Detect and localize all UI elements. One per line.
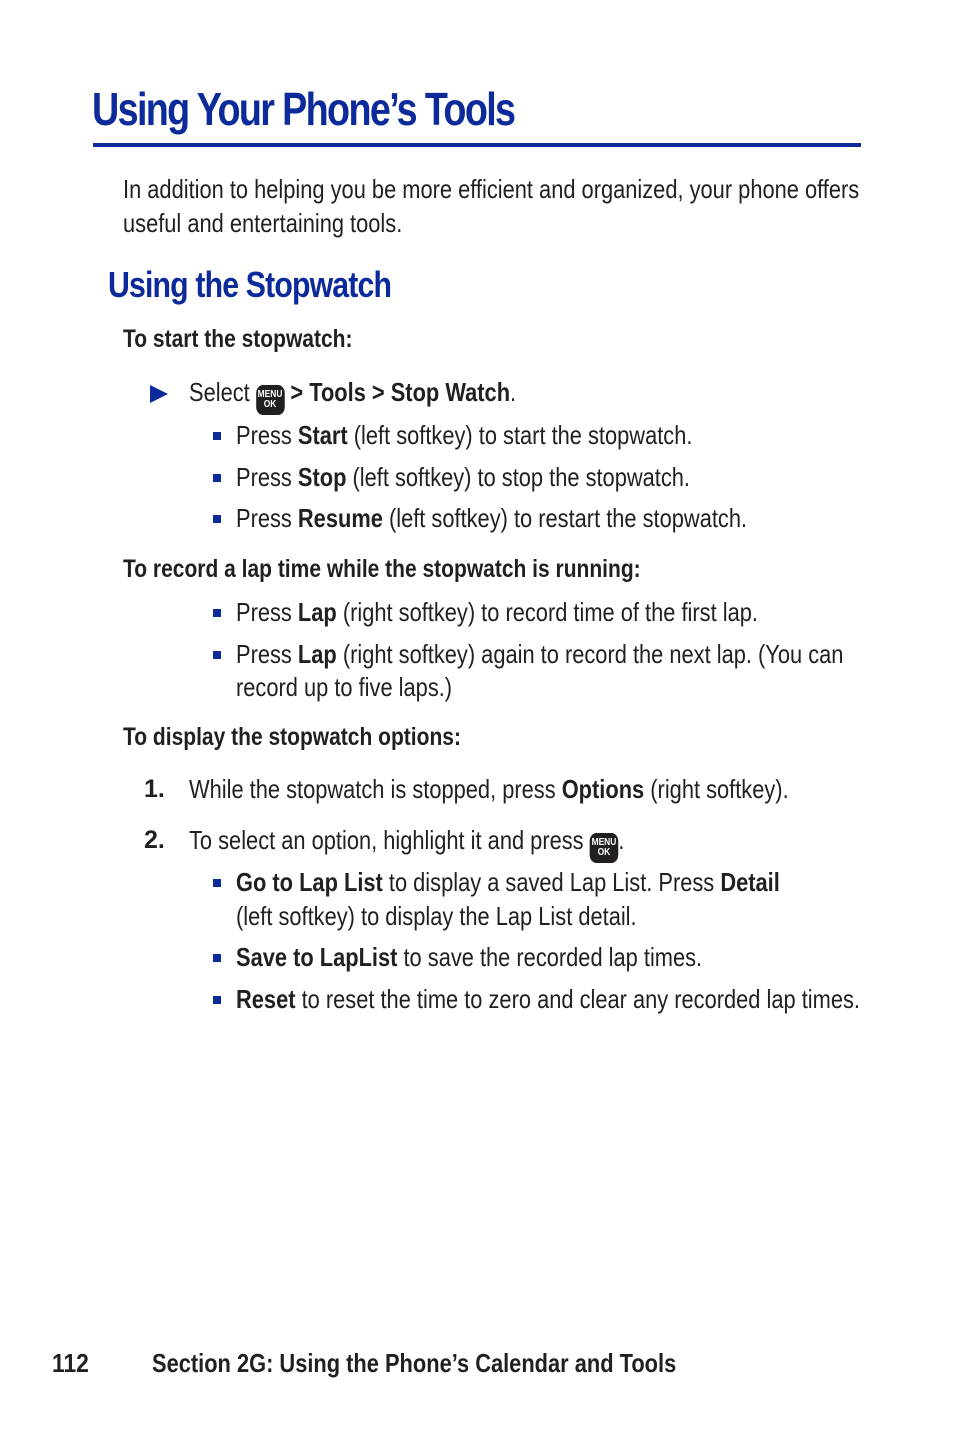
square-bullet-icon: [213, 609, 221, 617]
square-bullet-icon: [213, 515, 221, 523]
page-number: 112: [52, 1348, 89, 1378]
bullet-lap-next: Press Lap (right softkey) again to record the next lap. (You can: [236, 639, 844, 669]
intro-line-1: In addition to helping you be more efficient and organized, your phone offers: [123, 174, 860, 204]
subhead-lap: To record a lap time while the stopwatch is running:: [123, 555, 641, 583]
step-1: While the stopwatch is stopped, press Options (right softkey).: [189, 774, 789, 804]
section-heading: Using the Stopwatch: [108, 264, 392, 305]
menu-ok-key-icon: MENU OK: [590, 833, 619, 863]
menu-ok-key-icon: MENU OK: [256, 385, 285, 415]
bullet-reset: Reset to reset the time to zero and clear any recorded lap times.: [236, 984, 860, 1014]
square-bullet-icon: [213, 432, 221, 440]
bullet-resume: Press Resume (left softkey) to restart the stopwatch.: [236, 503, 748, 533]
select-instruction: [189, 377, 516, 415]
path-end: .: [510, 377, 517, 407]
square-bullet-icon: [213, 879, 221, 887]
select-word: Select: [189, 377, 250, 407]
arrow-bullet-icon: [150, 385, 168, 403]
step-2: To select an option, highlight it and press MENU OK .: [189, 825, 624, 863]
square-bullet-icon: [213, 954, 221, 962]
footer-section-title: Section 2G: Using the Phone’s Calendar and Tools: [152, 1348, 677, 1378]
square-bullet-icon: [213, 651, 221, 659]
bullet-stop: Press Stop (left softkey) to stop the stopwatch.: [236, 462, 690, 492]
menu-path: > Tools > Stop Watch: [290, 377, 511, 407]
square-bullet-icon: [213, 996, 221, 1004]
bullet-go-to-lap-list-cont: (left softkey) to display the Lap List detail.: [236, 901, 637, 931]
intro-paragraph: [123, 172, 859, 240]
bullet-start: Press Start (left softkey) to start the stopwatch.: [236, 420, 693, 450]
bullet-go-to-lap-list: Go to Lap List to display a saved Lap List. Press Detail: [236, 867, 780, 897]
bullet-lap-next-cont: record up to five laps.): [236, 672, 453, 702]
step-number-2: 2.: [144, 826, 165, 854]
subhead-start: To start the stopwatch:: [123, 325, 353, 353]
step-number-1: 1.: [144, 775, 165, 803]
bullet-save-to-laplist: Save to LapList to save the recorded lap times.: [236, 942, 703, 972]
intro-line-2: useful and entertaining tools.: [123, 208, 403, 238]
square-bullet-icon: [213, 474, 221, 482]
subhead-options: To display the stopwatch options:: [123, 723, 461, 751]
bullet-lap-first: Press Lap (right softkey) to record time of the first lap.: [236, 597, 758, 627]
title-rule: [93, 143, 861, 147]
page-title: Using Your Phone’s Tools: [92, 83, 515, 135]
